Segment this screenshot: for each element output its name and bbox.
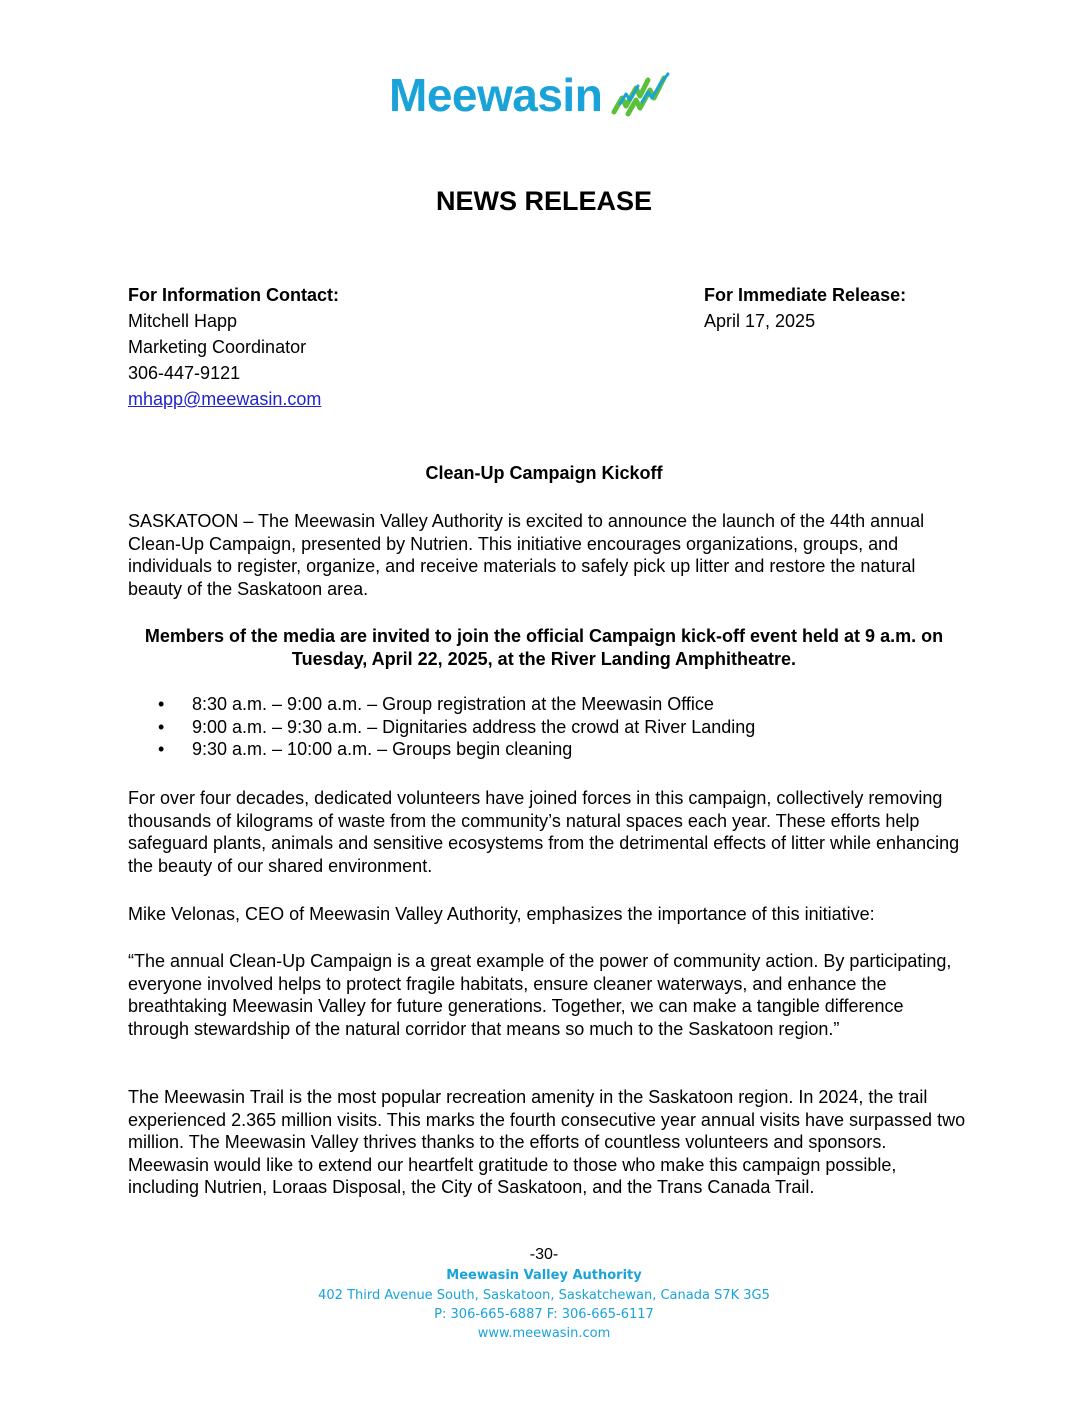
contact-phone: 306-447-9121 xyxy=(128,363,241,383)
meewasin-logo xyxy=(389,69,672,121)
list-item xyxy=(150,738,755,761)
media-invite: Members of the media are invited to join the official Campaign kick-off event held at 9 a.m. on Tuesday, April 22, 2025, at the River Landing Amphitheatre. xyxy=(144,626,944,669)
end-marker: -30- xyxy=(529,1246,559,1263)
bullet-icon: • xyxy=(158,739,165,760)
release-block xyxy=(704,282,906,334)
logo-wordmark: Meewasin xyxy=(389,69,603,121)
bullet-icon: • xyxy=(158,694,165,714)
release-heading: For Immediate Release: xyxy=(704,285,907,305)
ceo-quote: “The annual Clean-Up Campaign is a great example of the power of community action. By participating, everyone involved helps to protect fragile habitats, ensure cleaner waterways, and enhance the breathtaking Meewasin Valley for future generations. Together, we can make a tangible difference through stewardship of the natural corridor that means so much to the Saskatoon region.” xyxy=(128,951,952,1039)
footer-website: www.meewasin.com xyxy=(477,1326,611,1341)
footer-org: Meewasin Valley Authority xyxy=(446,1268,642,1283)
intro-paragraph: SASKATOON – The Meewasin Valley Authority is excited to announce the launch of the 44th annual Clean-Up Campaign, presented by Nutrien. This initiative encourages organizations, groups, and individuals to register, organize, and receive materials to safely pick up litter and restore the natural beauty of the Saskatoon area. xyxy=(128,511,925,599)
contact-heading: For Information Contact: xyxy=(128,285,339,305)
schedule-list xyxy=(150,693,755,761)
bullet-icon: • xyxy=(158,716,165,737)
schedule-item-text: 9:00 a.m. – 9:30 a.m. – Dignitaries address the crowd at River Landing xyxy=(192,716,756,737)
footer-phones: P: 306-665-6887 F: 306-665-6117 xyxy=(434,1307,654,1322)
headline: Clean-Up Campaign Kickoff xyxy=(425,463,663,483)
contact-name: Mitchell Happ xyxy=(128,311,238,331)
list-item xyxy=(150,716,755,739)
page-title: NEWS RELEASE xyxy=(435,186,653,216)
schedule-item-text: 9:30 a.m. – 10:00 a.m. – Groups begin cleaning xyxy=(192,739,573,760)
contact-block xyxy=(128,282,339,412)
footer-address: 402 Third Avenue South, Saskatoon, Saskatchewan, Canada S7K 3G5 xyxy=(318,1288,770,1303)
contact-role: Marketing Coordinator xyxy=(128,337,307,357)
decades-paragraph: For over four decades, dedicated volunteers have joined forces in this campaign, collectively removing thousands of kilograms of waste from the community’s natural spaces each year. These efforts help safeguard plants, animals and sensitive ecosystems from the detrimental effects of litter while enhancing the beauty of our shared environment. xyxy=(128,788,960,876)
release-date: April 17, 2025 xyxy=(704,311,816,331)
contact-email-link[interactable]: mhapp@meewasin.com xyxy=(128,389,322,409)
list-item xyxy=(150,693,755,716)
wave-mark-icon xyxy=(608,68,672,118)
ceo-intro-paragraph: Mike Velonas, CEO of Meewasin Valley Authority, emphasizes the importance of this initiative: xyxy=(128,904,875,924)
trail-paragraph: The Meewasin Trail is the most popular recreation amenity in the Saskatoon region. In 2024, the trail experienced 2.365 million visits. This marks the fourth consecutive year annual visits have surpassed two million. The Meewasin Valley thrives thanks to the efforts of countless volunteers and sponsors. Meewasin would like to extend our heartfelt gratitude to those who make this campaign possible, including Nutrien, Loraas Disposal, the City of Saskatoon, and the Trans Canada Trail. xyxy=(128,1087,966,1198)
schedule-item-text: 8:30 a.m. – 9:00 a.m. – Group registration at the Meewasin Office xyxy=(192,694,714,714)
